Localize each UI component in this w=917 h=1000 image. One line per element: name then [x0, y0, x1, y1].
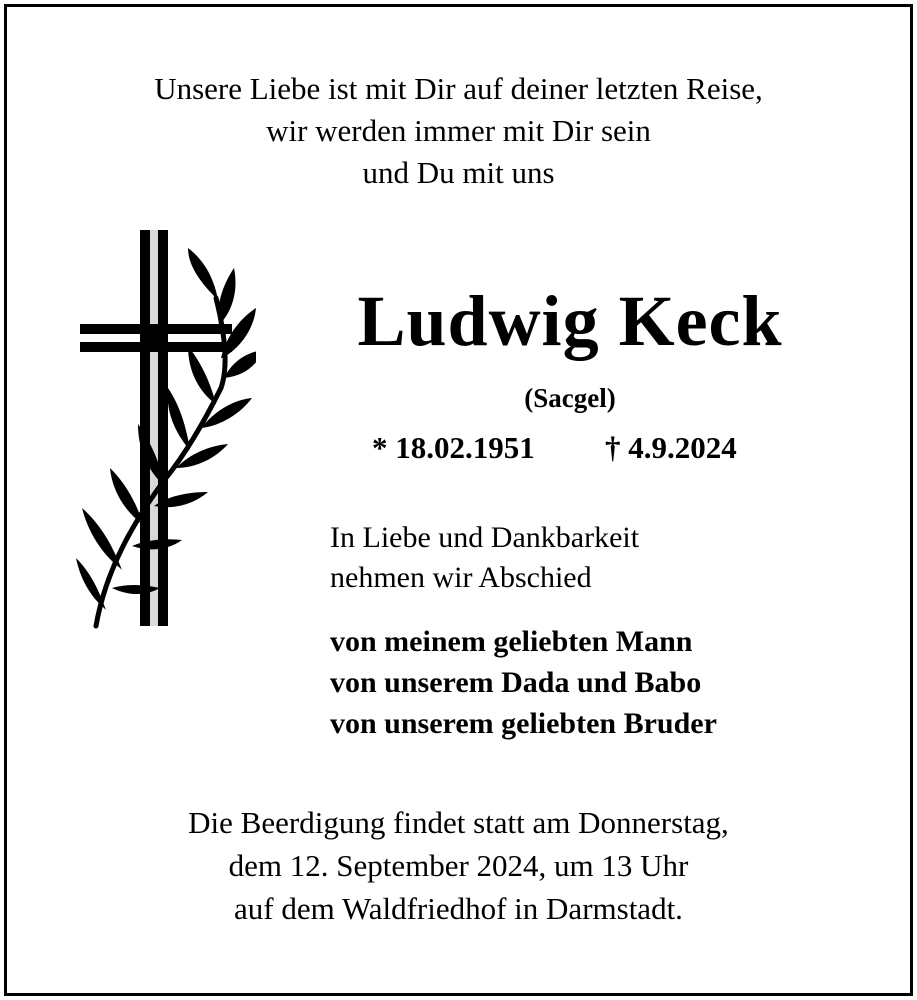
motto-verse	[0, 68, 917, 194]
motto-line-3: und Du mit uns	[362, 155, 555, 190]
relation-line: von meinem geliebten Mann	[330, 625, 693, 658]
motto-line-1: Unsere Liebe ist mit Dir auf deiner letzten Reise,	[154, 71, 763, 106]
farewell-line-1: In Liebe und Dankbarkeit	[330, 521, 640, 554]
funeral-line-3: auf dem Waldfriedhof in Darmstadt.	[234, 891, 683, 926]
farewell-text	[330, 518, 639, 598]
farewell-line-2: nehmen wir Abschied	[330, 561, 592, 594]
death-date: † 4.9.2024	[605, 430, 737, 465]
deceased-nickname: (Sacgel)	[524, 383, 616, 413]
motto-line-2: wir werden immer mit Dir sein	[266, 113, 651, 148]
relation-line: von unserem Dada und Babo	[330, 666, 702, 699]
relations-list	[330, 621, 717, 744]
cross-with-palm-branch-icon	[76, 228, 256, 630]
deceased-name: Ludwig Keck	[357, 281, 783, 361]
relation-line: von unserem geliebten Bruder	[330, 707, 717, 740]
birth-date: * 18.02.1951	[372, 430, 535, 465]
funeral-line-2: dem 12. September 2024, um 13 Uhr	[228, 848, 689, 883]
funeral-line-1: Die Beerdigung findet statt am Donnerstag,	[188, 805, 729, 840]
funeral-details	[0, 801, 917, 930]
